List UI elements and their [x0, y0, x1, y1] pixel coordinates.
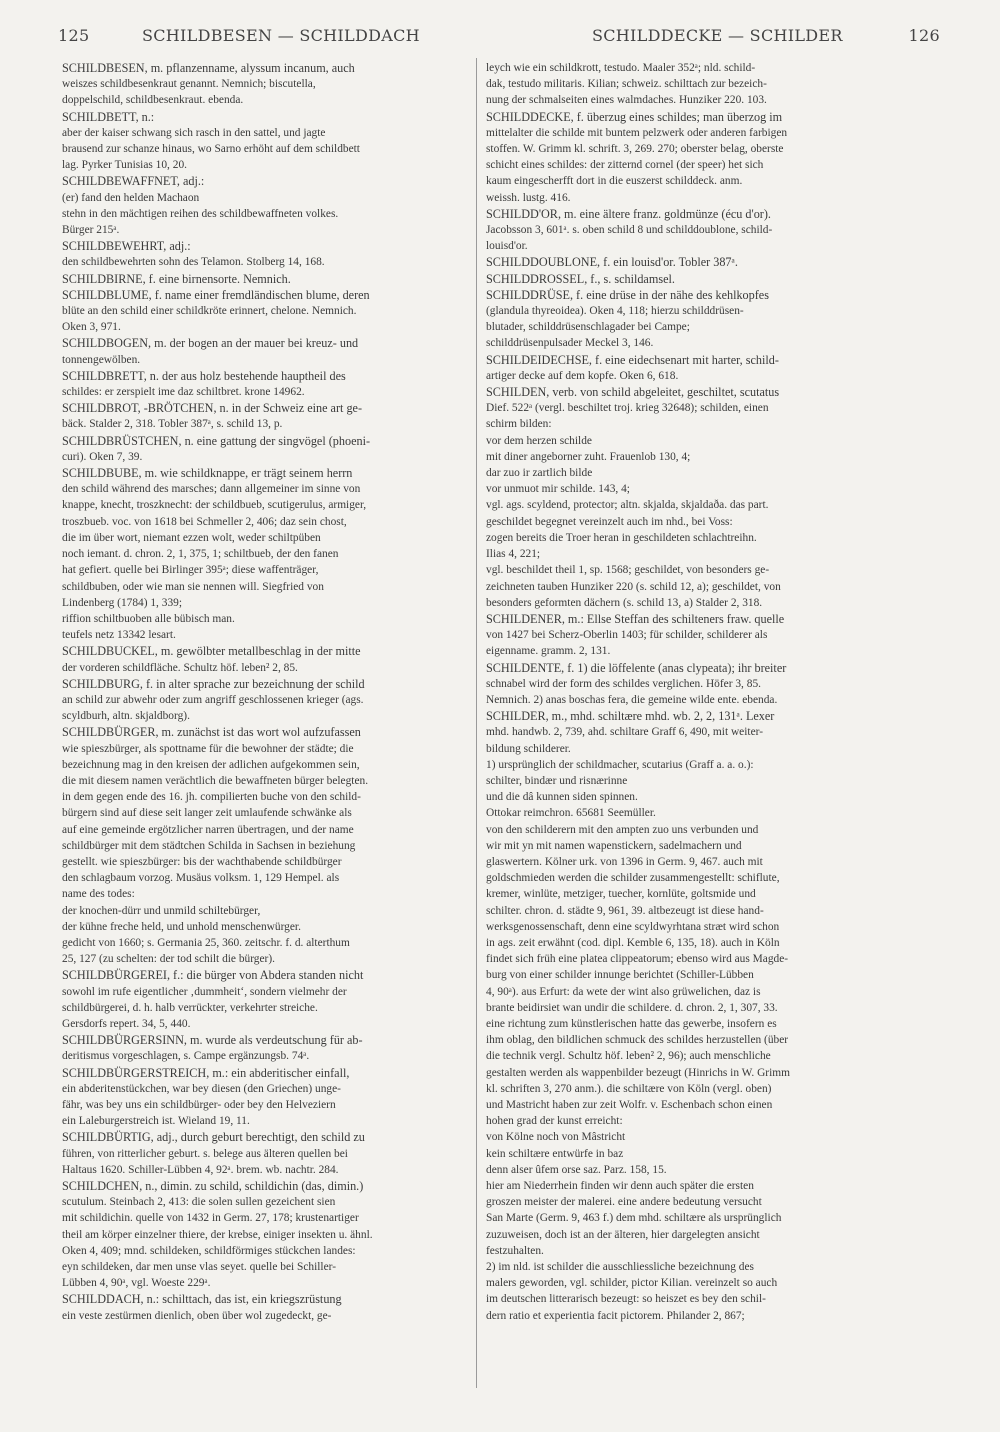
text-line: schildbürgerei, d. h. halb verrückter, verkehrter streiche.: [62, 1001, 318, 1014]
text-line: der kühne freche held, und unhold menschenwürger.: [62, 920, 301, 933]
text-line: 1) ursprünglich der schildmacher, scutarius (Graff a. a. o.):: [486, 758, 754, 771]
text-line: bäck. Stalder 2, 318. Tobler 387ᵃ, s. schild 13, p.: [62, 418, 283, 431]
text-line: gestellt. wie spieszbürger: bis der wachthabende schildbürger: [62, 855, 342, 868]
right-running-title: SCHILDDECKE — SCHILDER: [592, 26, 843, 45]
text-line: denn alser ûfem orse saz. Parz. 158, 15.: [486, 1163, 667, 1176]
text-line: SCHILDBÜRGEREI, f.: die bürger von Abdera standen nicht: [62, 968, 364, 983]
text-line: SCHILDBROT, -BRÖTCHEN, n. in der Schweiz eine art ge-: [62, 401, 363, 416]
text-line: schilter, bindær und risnærinne: [486, 774, 628, 787]
text-line: blutader, schilddrüsenschlagader bei Campe;: [486, 321, 690, 334]
text-line: fähr, was bey uns ein schildbürger- oder bey den Helveziern: [62, 1099, 336, 1111]
text-line: auf eine gemeinde ergötzlicher narren übertragen, und der name: [62, 823, 354, 836]
text-line: 2) im nld. ist schilder die ausschliessliche bezeichnung des: [486, 1261, 754, 1274]
text-line: SCHILDBÜRGER, m. zunächst ist das wort wol aufzufassen: [62, 725, 361, 740]
text-line: an schild zur abwehr oder zum angriff geschlossenen krieger (ags.: [62, 693, 364, 706]
text-line: mit diner angeborner zuht. Frauenlob 130, 4;: [486, 450, 691, 463]
text-line: die mit diesem namen verächtlich die bewaffneten bürger belegten.: [62, 774, 369, 787]
text-line: stehn in den mächtigen reihen des schildbewaffneten volkes.: [62, 207, 339, 220]
text-line: gestalten werden als wappenbilder bezeugt (Hinrichs in W. Grimm: [486, 1066, 790, 1079]
text-line: teufels netz 13342 lesart.: [62, 629, 176, 642]
text-line: 25, 127 (zu schelten: der tod schilt die bürger).: [62, 953, 275, 966]
text-line: SCHILDBÜRGERSINN, m. wurde als verdeutschung für ab-: [62, 1033, 363, 1048]
text-line: vor dem herzen schilde: [486, 434, 592, 447]
text-line: kl. schriften 3, 270 anm.). die schiltære von Köln (vergl. oben): [486, 1082, 772, 1095]
text-line: ein abderitenstückchen, war bey diesen (den Griechen) unge-: [62, 1082, 341, 1095]
text-line: ein veste zestürmen dienlich, oben über wol zugedeckt, ge-: [62, 1309, 332, 1322]
text-line: besonders geformten dächern (s. schild 13, a) Stalder 2, 318.: [486, 596, 763, 609]
text-line: vor unmuot mir schilde. 143, 4;: [486, 483, 630, 496]
text-line: malers geworden, vgl. schilder, pictor Kilian. vereinzelt so auch: [486, 1277, 778, 1290]
text-line: der vorderen schildfläche. Schultz höf. leben² 2, 85.: [62, 661, 298, 674]
text-line: nung der schmalseiten eines walmdaches. Hunziker 220. 103.: [486, 94, 767, 107]
text-line: weissh. lustg. 416.: [486, 191, 571, 204]
text-line: werksgenossenschaft, denn eine scyldwyrhtana stræt wird schon: [486, 920, 780, 933]
text-line: schildbuben, oder wie man sie nennen will. Siegfried von: [62, 580, 324, 593]
text-line: in ags. zeit erwähnt (cod. dipl. Kemble 6, 135, 18). auch in Köln: [486, 936, 780, 949]
text-line: leych wie ein schildkrott, testudo. Maaler 352ᵃ; nld. schild-: [486, 62, 756, 74]
text-line: bezeichnung mag in den kreisen der adlichen aufgekommen sein,: [62, 758, 360, 771]
text-line: mhd. handwb. 2, 739, ahd. schiltare Graff 6, 490, mit weiter-: [486, 726, 763, 739]
text-line: sowohl im rufe eigentlicher ‚dummheit‘, sondern vielmehr der: [62, 985, 347, 998]
text-line: in dem gegen ende des 16. jh. compilierten buche von den schild-: [62, 791, 361, 804]
text-line: SCHILDBIRNE, f. eine birnensorte. Nemnich.: [62, 271, 291, 286]
text-line: bürgern sind auf diese seit langer zeit umlaufende schwänke als: [62, 807, 352, 820]
text-line: SCHILDENER, m.: Ellse Steffan des schilteners fraw. quelle: [486, 611, 785, 626]
text-line: festzuhalten.: [486, 1244, 544, 1257]
text-line: kremer, winlüte, metziger, tuecher, kornlüte, goltsmide und: [486, 888, 756, 901]
text-line: SCHILDBUBE, m. wie schildknappe, er trägt seinem herrn: [62, 466, 353, 481]
text-line: San Marte (Germ. 9, 463 f.) dem mhd. schiltære als ursprünglich: [486, 1212, 782, 1225]
text-line: gedicht von 1660; s. Germania 25, 360. zeitschr. f. d. alterthum: [62, 936, 350, 949]
text-line: SCHILDBESEN, m. pflanzenname, alyssum incanum, auch: [62, 61, 355, 75]
text-line: die im über wort, niemant ezzen wolt, weder schiltpüben: [62, 531, 321, 544]
text-line: der knochen-dürr und unmild schiltebürger,: [62, 904, 261, 917]
text-line: vgl. ags. scyldend, protector; altn. skjalda, skjaldaða. das part.: [486, 499, 769, 512]
text-line: schildes: er zerspielt ime daz schiltbret. krone 14962.: [62, 386, 305, 399]
text-line: SCHILDBÜRTIG, adj., durch geburt berechtigt, den schild zu: [62, 1130, 365, 1145]
left-running-title: SCHILDBESEN — SCHILDDACH: [142, 26, 420, 45]
text-line: stoffen. W. Grimm kl. schrift. 3, 269. 270; oberster belag, oberste: [486, 143, 784, 156]
text-line: artiger decke auf dem kopfe. Oken 6, 618.: [486, 369, 679, 382]
text-line: SCHILDBUCKEL, m. gewölbter metallbeschlag in der mitte: [62, 644, 361, 659]
text-line: SCHILDBLUME, f. name einer fremdländischen blume, deren: [62, 287, 370, 302]
page-header: [58, 26, 940, 50]
column-divider: [476, 58, 477, 1388]
text-line: eine richtung zum künstlerischen hatte das gewerbe, insofern es: [486, 1017, 777, 1030]
text-line: 4, 90ᵃ). aus Erfurt: da wete der wint also grüwelichen, daz is: [486, 985, 761, 998]
text-line: Gersdorfs repert. 34, 5, 440.: [62, 1017, 191, 1030]
text-line: Oken 3, 971.: [62, 321, 121, 334]
text-line: im deutschen litterarisch bezeugt: so heiszet es bey den schil-: [486, 1293, 766, 1306]
right-page-number: 126: [908, 26, 940, 45]
text-line: den schild während des marsches; dann allgemeiner im sinne von: [62, 483, 361, 496]
text-line: Nemnich. 2) anas boschas fera, die gemeine wilde ente. ebenda.: [486, 693, 778, 706]
text-line: SCHILDD'OR, m. eine ältere franz. goldmünze (écu d'or).: [486, 206, 771, 221]
text-line: wie spieszbürger, als spottname für die bewohner der städte; die: [62, 742, 354, 755]
text-line: hat gefiert. quelle bei Birlinger 395ᵃ; diese waffenträger,: [62, 564, 319, 577]
text-line: SCHILDCHEN, n., dimin. zu schild, schildichin (das, dimin.): [62, 1179, 364, 1194]
text-line: von 1427 bei Scherz-Oberlin 1403; für schilder, schilderer als: [486, 629, 768, 642]
text-line: (glandula thyreoidea). Oken 4, 118; hierzu schilddrüsen-: [486, 305, 744, 318]
text-line: lag. Pyrker Tunisias 10, 20.: [62, 159, 187, 172]
text-line: schirm bilden:: [486, 418, 552, 431]
text-line: troszbueb. voc. von 1618 bei Schmeller 2, 406; daz sein chost,: [62, 515, 347, 528]
text-line: geschildet begegnet vereinzelt auch im nhd., bei Voss:: [486, 515, 733, 528]
text-line: kaum eingescherfft dort in die euszerst schilddeck. anm.: [486, 175, 743, 188]
text-line: SCHILDDECKE, f. überzug eines schildes; man überzog im: [486, 109, 783, 124]
text-line: bildung schilderer.: [486, 742, 571, 755]
text-line: und die dâ kunnen siden spinnen.: [486, 791, 638, 804]
text-line: SCHILDER, m., mhd. schiltære mhd. wb. 2, 2, 131ᵃ. Lexer: [486, 709, 775, 724]
text-line: SCHILDBOGEN, m. der bogen an der mauer bei kreuz- und: [62, 336, 359, 351]
right-column: [486, 60, 894, 1324]
text-line: deritismus vorgeschlagen, s. Campe ergänzungsb. 74ᵃ.: [62, 1050, 310, 1063]
text-line: goldschmieden werden die schilder zusammengestellt: schiflute,: [486, 872, 780, 885]
text-line: SCHILDBETT, n.:: [62, 109, 155, 124]
text-line: die technik vergl. Schultz höf. leben² 2, 96); auch menschliche: [486, 1050, 771, 1063]
text-line: Ottokar reimchron. 65681 Seemüller.: [486, 807, 656, 820]
text-line: (er) fand den helden Machaon: [62, 191, 200, 204]
text-line: dern ratio et experientia facit pictorem. Philander 2, 867;: [486, 1309, 745, 1322]
text-line: scutulum. Steinbach 2, 413: die solen sullen gezeichent sien: [62, 1196, 336, 1209]
text-line: eyn schildeken, dar men unse vlas seyet. quelle bei Schiller-: [62, 1261, 337, 1274]
text-line: Ilias 4, 221;: [486, 548, 541, 561]
text-line: name des todes:: [62, 888, 135, 901]
text-line: SCHILDBEWEHRT, adj.:: [62, 239, 191, 254]
text-line: Bürger 215ᵃ.: [62, 224, 120, 237]
text-line: mittelalter die schilde mit buntem pelzwerk oder anderen farbigen: [486, 126, 788, 139]
text-line: dar zuo ir zartlich bilde: [486, 467, 593, 480]
text-line: SCHILDENTE, f. 1) die löffelente (anas clypeata); ihr breiter: [486, 660, 787, 675]
left-column: [62, 60, 470, 1324]
text-line: curi). Oken 7, 39.: [62, 450, 143, 463]
text-line: theil am körper einzelner thiere, der krebse, einiger insekten u. ähnl.: [62, 1228, 373, 1241]
text-line: SCHILDBRETT, n. der aus holz bestehende hauptheil des: [62, 368, 346, 383]
text-line: hier am Niederrhein finden wir denn auch später die ersten: [486, 1180, 754, 1193]
text-line: knappe, knecht, troszknecht: der schildbueb, scutigerulus, armiger,: [62, 499, 367, 512]
text-line: Dief. 522ᵃ (vergl. beschiltet troj. krieg 32648); schilden, einen: [486, 402, 769, 415]
text-line: von Kölne noch von Mâstricht: [486, 1131, 626, 1144]
text-line: tonnengewölben.: [62, 353, 141, 366]
text-line: zogen bereits die Troer heran in geschildeten schlachtreihn.: [486, 531, 757, 544]
text-line: ihm oblag, den bildlichen schmuck des schildes herzustellen (über: [486, 1034, 789, 1047]
text-line: zeichneten tauben Hunziker 220 (s. schild 12, a); geschildet, von: [486, 580, 781, 593]
text-line: schilddrüsenpulsader Meckel 3, 146.: [486, 337, 654, 350]
text-line: weiszes schildbesenkraut genannt. Nemnich; biscutella,: [62, 78, 316, 91]
text-line: glaswertern. Kölner urk. von 1396 in Germ. 9, 467. auch mit: [486, 855, 763, 868]
text-line: Lübben 4, 90ᵃ, vgl. Woeste 229ᵃ.: [62, 1277, 211, 1290]
text-line: findet sich früh eine platea clippeatorum; ebenso wird aus Magde-: [486, 953, 789, 966]
text-line: eigenname. gramm. 2, 131.: [486, 645, 611, 658]
text-line: brausend zur schanze hinaus, wo Sarno erhöht auf dem schildbett: [62, 143, 360, 156]
text-line: SCHILDBEWAFFNET, adj.:: [62, 174, 205, 189]
text-line: SCHILDBÜRGERSTREICH, m.: ein abderitischer einfall,: [62, 1065, 350, 1080]
text-line: blüte an den schild einer schildkröte erinnert, chelone. Nemnich.: [62, 305, 357, 318]
text-line: Haltaus 1620. Schiller-Lübben 4, 92ᵃ. brem. wb. nachtr. 284.: [62, 1163, 339, 1176]
text-line: den schlagbaum vorzog. Musäus volksm. 1, 129 Hempel. als: [62, 872, 340, 885]
text-line: scyldburh, altn. skjaldborg).: [62, 710, 190, 723]
text-line: von den schilderern mit den ampten zuo uns verbunden und: [486, 823, 759, 836]
text-line: den schildbewehrten sohn des Telamon. Stolberg 14, 168.: [62, 256, 325, 269]
text-line: SCHILDEIDECHSE, f. eine eidechsenart mit harter, schild-: [486, 352, 779, 367]
text-line: riffion schiltbuoben alle bübisch man.: [62, 612, 235, 625]
text-line: louisd'or.: [486, 240, 528, 253]
text-line: SCHILDDOUBLONE, f. ein louisd'or. Tobler 387ᵃ.: [486, 255, 738, 270]
left-page-number: 125: [58, 26, 90, 45]
text-line: burg von einer schilder innunge berichtet (Schiller-Lübben: [486, 969, 754, 982]
text-line: noch iemant. d. chron. 2, 1, 375, 1; schiltbueb, der den fanen: [62, 548, 339, 561]
text-line: SCHILDDROSSEL, f., s. schildamsel.: [486, 271, 675, 286]
text-line: hohen grad der kunst erreicht:: [486, 1115, 623, 1128]
text-line: ein Laleburgerstreich ist. Wieland 19, 11.: [62, 1115, 250, 1128]
text-line: kein schiltære entwürfe in baz: [486, 1147, 624, 1160]
text-line: vgl. beschildet theil 1, sp. 1568; geschildet, von besonders ge-: [486, 564, 770, 577]
text-line: schicht eines schildes: der zitternd cornel (der speer) het sich: [486, 159, 764, 172]
text-line: dak, testudo militaris. Kilian; schweiz. schilttach zur bezeich-: [486, 78, 767, 91]
text-line: SCHILDDRÜSE, f. eine drüse in der nähe des kehlkopfes: [486, 287, 769, 302]
text-line: SCHILDBURG, f. in alter sprache zur bezeichnung der schild: [62, 676, 365, 691]
text-line: Jacobsson 3, 601ᵃ. s. oben schild 8 und schilddoublone, schild-: [486, 224, 773, 237]
text-line: SCHILDEN, verb. von schild abgeleitet, geschiltet, scutatus: [486, 385, 780, 400]
text-line: SCHILDBRÜSTCHEN, n. eine gattung der singvögel (phoeni-: [62, 433, 371, 448]
text-line: schnabel wird der form des schildes verglichen. Höfer 3, 85.: [486, 677, 761, 690]
text-line: groszen meister der malerei. eine andere bedeutung versucht: [486, 1196, 762, 1209]
text-line: führen, von ritterlicher geburt. s. belege aus älteren quellen bei: [62, 1147, 348, 1160]
text-line: schilter. chron. d. städte 9, 961, 39. altbezeugt ist diese hand-: [486, 904, 764, 917]
text-line: zuzuweisen, doch ist an der älteren, hier dargelegten ansicht: [486, 1228, 760, 1241]
text-line: SCHILDDACH, n.: schilttach, das ist, ein kriegszrüstung: [62, 1292, 342, 1307]
text-line: doppelschild, schildbesenkraut. ebenda.: [62, 94, 244, 107]
text-line: brante beidirsiet wan undir die schildere. d. chron. 2, 1, 307, 33.: [486, 1001, 778, 1014]
text-line: Lindenberg (1784) 1, 339;: [62, 596, 183, 609]
text-line: Oken 4, 409; mnd. schildeken, schildförmiges stückchen landes:: [62, 1244, 356, 1257]
text-line: wir mit yn mit namen wapenstickern, sadelmachern und: [486, 839, 742, 852]
text-line: aber der kaiser schwang sich rasch in den sattel, und jagte: [62, 126, 326, 139]
text-line: schildbürger mit dem städtchen Schilda in Sachsen in beziehung: [62, 839, 356, 852]
text-line: und Mastricht haben zur zeit Wolfr. v. Eschenbach schon einen: [486, 1099, 773, 1111]
text-line: mit schildichin. quelle von 1432 in Germ. 27, 178; krustenartiger: [62, 1212, 359, 1225]
